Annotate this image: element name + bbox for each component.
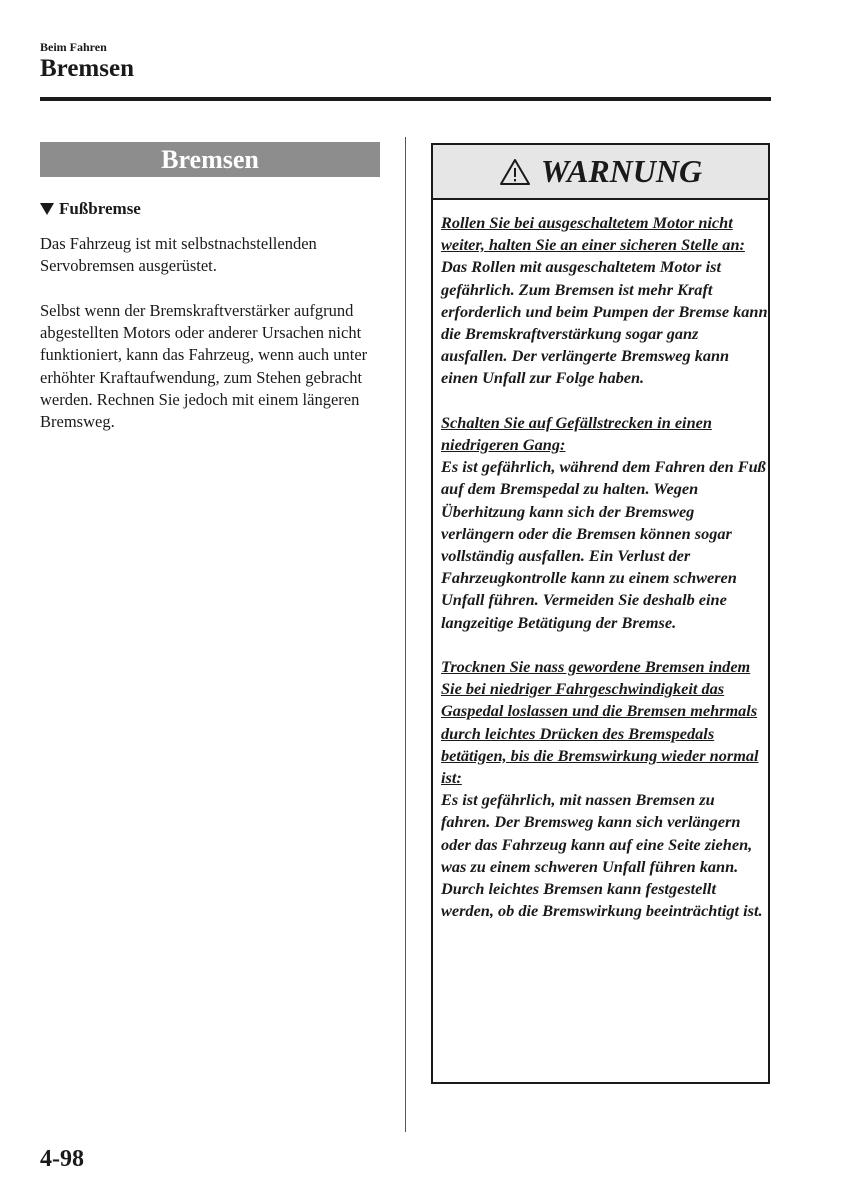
running-header-title: Bremsen	[40, 55, 134, 82]
warning-item-lead: Trocknen Sie nass gewordene Bremsen indem Sie bei niedriger Fahrgeschwindigkeit das Gaspedal loslassen und die Bremsen mehrmals durch leichtes Drücken des Bremspedals betätigen, bis die Bremswirkung wieder normal ist:	[441, 657, 759, 788]
section-title-bar: Bremsen	[40, 142, 380, 177]
subsection-heading	[40, 199, 141, 219]
warning-item	[441, 656, 768, 922]
warning-body	[433, 200, 768, 922]
warning-triangle-icon	[499, 158, 531, 186]
warning-box	[431, 143, 770, 1084]
warning-title: WARNUNG	[540, 153, 703, 189]
page-number: 4-98	[40, 1146, 84, 1172]
body-paragraph: Selbst wenn der Bremskraftverstärker aufgrund abgestellten Motors oder anderer Ursachen nicht funktioniert, kann das Fahrzeug, wenn auch unter erhöhter Kraftaufwendung, zum Stehen gebracht werden. Rechnen Sie jedoch mit einem längeren Bremsweg.	[40, 301, 368, 432]
warning-item-text: Es ist gefährlich, mit nassen Bremsen zu fahren. Der Bremsweg kann sich verlängern oder das Fahrzeug kann auf eine Seite ziehen, was zu einem schweren Unfall führen kann. Durch leichtes Bremsen kann festgestellt werden, ob die Bremswirkung beeinträchtigt ist.	[441, 790, 763, 921]
warning-item-text: Das Rollen mit ausgeschaltetem Motor ist gefährlich. Zum Bremsen ist mehr Kraft erforderlich und beim Pumpen der Bremse kann die Bremskraftverstärkung sogar ganz ausfallen. Der verlängerte Bremsweg kann einen Unfall zur Folge haben.	[441, 257, 768, 388]
warning-item-lead: Rollen Sie bei ausgeschaltetem Motor nicht weiter, halten Sie an einer sicheren Stelle an:	[441, 213, 745, 255]
running-header-section: Beim Fahren	[40, 40, 107, 54]
warning-item-lead: Schalten Sie auf Gefällstrecken in einen niedrigeren Gang:	[441, 412, 712, 455]
body-paragraph: Das Fahrzeug ist mit selbstnachstellenden Servobremsen ausgerüstet.	[40, 234, 317, 276]
header-rule	[40, 97, 771, 101]
triangle-down-icon	[40, 203, 54, 215]
column-divider	[405, 137, 406, 1132]
warning-item-text: Es ist gefährlich, während dem Fahren den Fuß auf dem Bremspedal zu halten. Wegen Überhitzung kann sich der Bremsweg verlängern oder die Bremsen können sogar vollständig ausfallen. Ein Verlust der Fahrzeugkontrolle kann zu einem schweren Unfall führen. Vermeiden Sie deshalb eine langzeitige Betätigung der Bremse.	[441, 457, 766, 632]
subsection-title: Fußbremse	[59, 199, 141, 218]
warning-item	[441, 212, 768, 390]
warning-item	[441, 412, 768, 634]
warning-header	[433, 145, 768, 200]
